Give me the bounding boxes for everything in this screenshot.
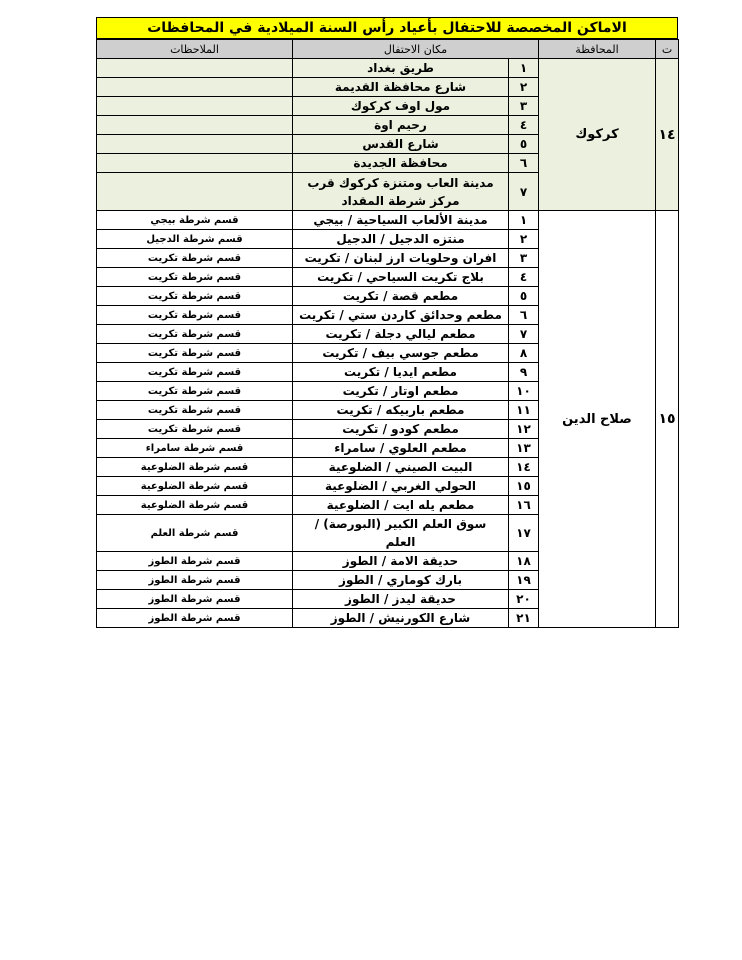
header-place: مكان الاحتفال — [293, 40, 539, 59]
row-index: ٧ — [509, 325, 539, 344]
row-note: قسم شرطة تكريت — [97, 420, 293, 439]
row-index: ٣ — [509, 249, 539, 268]
place-name: مطعم باربيكه / تكريت — [293, 401, 509, 420]
row-note: قسم شرطة تكريت — [97, 344, 293, 363]
place-name: مطعم العلوي / سامراء — [293, 439, 509, 458]
header-governorate: المحافظة — [539, 40, 656, 59]
row-note: قسم شرطة الدجيل — [97, 230, 293, 249]
row-index: ٩ — [509, 363, 539, 382]
row-index: ١ — [509, 211, 539, 230]
row-index: ١٢ — [509, 420, 539, 439]
celebration-places-table — [96, 39, 679, 628]
row-note: قسم شرطة تكريت — [97, 325, 293, 344]
row-index: ١٦ — [509, 496, 539, 515]
row-note: قسم شرطة الطوز — [97, 590, 293, 609]
row-index: ١٩ — [509, 571, 539, 590]
row-index: ٣ — [509, 97, 539, 116]
row-note: قسم شرطة تكريت — [97, 382, 293, 401]
place-name: بلاج تكريت السياحي / تكريت — [293, 268, 509, 287]
place-name: طريق بغداد — [293, 59, 509, 78]
header-notes: الملاحظات — [97, 40, 293, 59]
row-index: ٤ — [509, 268, 539, 287]
place-name: مطعم ليالي دجلة / تكريت — [293, 325, 509, 344]
place-name: مطعم قصة / تكريت — [293, 287, 509, 306]
place-name: مطعم اوتار / تكريت — [293, 382, 509, 401]
table-row — [97, 59, 679, 78]
place-name: شارع محافظة القديمة — [293, 78, 509, 97]
row-index: ٢٠ — [509, 590, 539, 609]
row-index: ١٥ — [509, 477, 539, 496]
row-note: قسم شرطة تكريت — [97, 401, 293, 420]
row-note: قسم شرطة تكريت — [97, 249, 293, 268]
table-header-row — [97, 40, 679, 59]
place-name: شارع القدس — [293, 135, 509, 154]
row-note — [97, 135, 293, 154]
row-note: قسم شرطة الضلوعية — [97, 477, 293, 496]
row-note — [97, 154, 293, 173]
place-name: البيت الصيني / الضلوعية — [293, 458, 509, 477]
row-note: قسم شرطة سامراء — [97, 439, 293, 458]
row-index: ٥ — [509, 135, 539, 154]
row-note: قسم شرطة الضلوعية — [97, 496, 293, 515]
group-number: ١٥ — [656, 211, 679, 628]
place-name: مدينة الألعاب السياحية / بيجي — [293, 211, 509, 230]
row-note: قسم شرطة تكريت — [97, 268, 293, 287]
row-index: ٤ — [509, 116, 539, 135]
row-note: قسم شرطة تكريت — [97, 306, 293, 325]
row-index: ٦ — [509, 154, 539, 173]
group-salah-al-din — [97, 211, 679, 628]
place-name: مدينة العاب ومتنزة كركوك قرب مركز شرطة المقداد — [293, 173, 509, 211]
row-note: قسم شرطة العلم — [97, 515, 293, 552]
group-kirkuk — [97, 59, 679, 211]
row-index: ١٣ — [509, 439, 539, 458]
row-index: ٢١ — [509, 609, 539, 628]
row-index: ٨ — [509, 344, 539, 363]
row-index: ٥ — [509, 287, 539, 306]
row-index: ١٤ — [509, 458, 539, 477]
row-index: ٢ — [509, 78, 539, 97]
table-row — [97, 211, 679, 230]
governorate-name: كركوك — [539, 59, 656, 211]
place-name: سوق العلم الكبير (البورصة) / العلم — [293, 515, 509, 552]
row-note — [97, 59, 293, 78]
group-number: ١٤ — [656, 59, 679, 211]
place-name: مطعم كودو / تكريت — [293, 420, 509, 439]
governorate-name: صلاح الدين — [539, 211, 656, 628]
row-note — [97, 116, 293, 135]
row-note: قسم شرطة الطوز — [97, 609, 293, 628]
place-name: مطعم ايديا / تكريت — [293, 363, 509, 382]
row-index: ٢ — [509, 230, 539, 249]
place-name: حديقة ليدز / الطوز — [293, 590, 509, 609]
place-name: مول اوف كركوك — [293, 97, 509, 116]
place-name: حديقة الامة / الطوز — [293, 552, 509, 571]
place-name: منتزه الدجيل / الدجيل — [293, 230, 509, 249]
place-name: مطعم جوسي بيف / تكريت — [293, 344, 509, 363]
place-name: شارع الكورنيش / الطوز — [293, 609, 509, 628]
place-name: رحيم اوة — [293, 116, 509, 135]
row-index: ١٠ — [509, 382, 539, 401]
place-name: مطعم يله ايت / الضلوعية — [293, 496, 509, 515]
row-note — [97, 78, 293, 97]
place-name: الحولي الغربي / الضلوعية — [293, 477, 509, 496]
place-name: مطعم وحدائق كاردن ستي / تكريت — [293, 306, 509, 325]
row-note: قسم شرطة بيجي — [97, 211, 293, 230]
row-note — [97, 97, 293, 116]
page-title: الاماكن المخصصة للاحتفال بأعياد رأس السنة الميلادية في المحافظات — [96, 17, 678, 39]
place-name: بارك كوماري / الطوز — [293, 571, 509, 590]
row-note: قسم شرطة تكريت — [97, 363, 293, 382]
row-index: ١١ — [509, 401, 539, 420]
row-index: ١٨ — [509, 552, 539, 571]
row-note: قسم شرطة الطوز — [97, 571, 293, 590]
row-index: ٧ — [509, 173, 539, 211]
row-index: ١٧ — [509, 515, 539, 552]
place-name: افران وحلويات ارز لبنان / تكريت — [293, 249, 509, 268]
row-index: ١ — [509, 59, 539, 78]
header-t: ت — [656, 40, 679, 59]
place-name: محافظة الجديدة — [293, 154, 509, 173]
row-note: قسم شرطة الضلوعية — [97, 458, 293, 477]
row-note: قسم شرطة تكريت — [97, 287, 293, 306]
row-note — [97, 173, 293, 211]
row-note: قسم شرطة الطوز — [97, 552, 293, 571]
row-index: ٦ — [509, 306, 539, 325]
